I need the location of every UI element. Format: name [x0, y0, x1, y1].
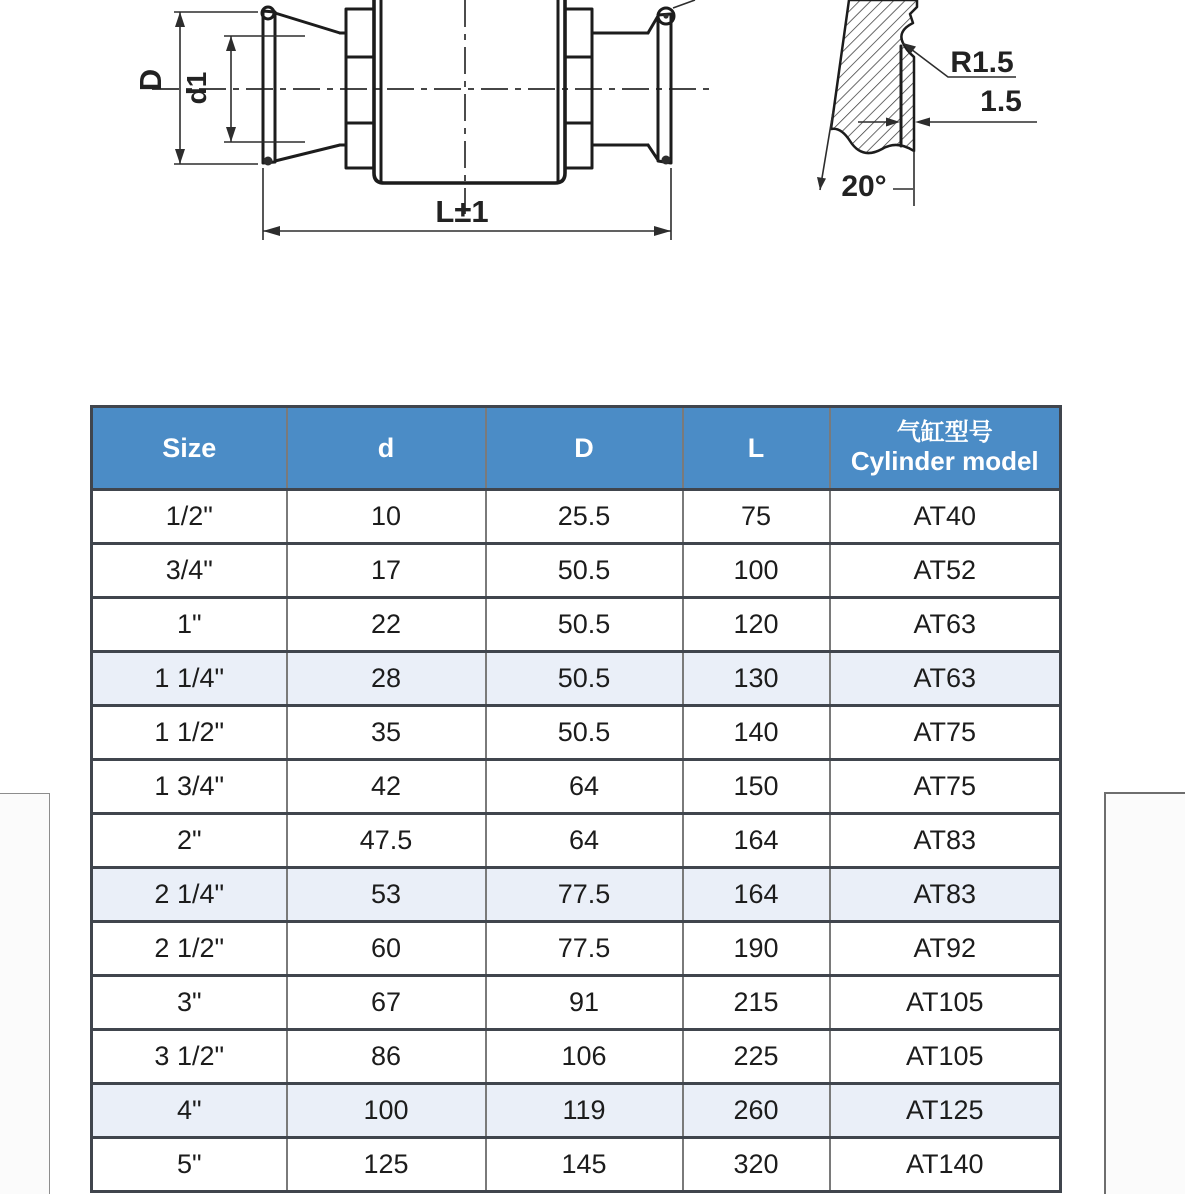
- right-face-bead-bottom: [662, 156, 671, 165]
- page-edge-panel-left: [0, 793, 50, 1194]
- cell-D: 64: [486, 814, 683, 868]
- table-row: [92, 1138, 1061, 1192]
- detail-view: [817, 0, 1037, 206]
- cell-L: 120: [683, 598, 830, 652]
- cell-L: 260: [683, 1084, 830, 1138]
- cell-model: AT75: [830, 706, 1061, 760]
- cell-d: 125: [287, 1138, 486, 1192]
- cell-D: 50.5: [486, 706, 683, 760]
- cell-L: 150: [683, 760, 830, 814]
- left-face-bead-bottom: [264, 157, 273, 166]
- cell-L: 215: [683, 976, 830, 1030]
- cell-D: 77.5: [486, 922, 683, 976]
- cell-D: 50.5: [486, 544, 683, 598]
- cell-D: 77.5: [486, 868, 683, 922]
- cell-model: AT75: [830, 760, 1061, 814]
- fitting-technical-drawing: [0, 0, 1185, 262]
- spec-table-header: [92, 407, 1061, 490]
- cell-d: 53: [287, 868, 486, 922]
- col-header-size: Size: [92, 407, 287, 490]
- cell-d: 100: [287, 1084, 486, 1138]
- cell-size: 1 1/4": [92, 652, 287, 706]
- cell-L: 75: [683, 490, 830, 544]
- cell-size: 1 3/4": [92, 760, 287, 814]
- dimension-R1-5: [903, 43, 1016, 79]
- col-header-model-en: Cylinder model: [850, 445, 1039, 476]
- body-outline: [374, 0, 565, 183]
- cell-d: 47.5: [287, 814, 486, 868]
- cell-D: 25.5: [486, 490, 683, 544]
- col-header-model-zh: 气缸型号: [896, 419, 993, 447]
- left-nut-facets: [346, 57, 374, 123]
- cell-L: 320: [683, 1138, 830, 1192]
- table-row: [92, 760, 1061, 814]
- cell-model: AT40: [830, 490, 1061, 544]
- table-row: [92, 922, 1061, 976]
- cell-size: 3 1/2": [92, 1030, 287, 1084]
- cell-D: 50.5: [486, 652, 683, 706]
- cell-size: 2 1/2": [92, 922, 287, 976]
- cell-model: AT105: [830, 1030, 1061, 1084]
- cell-model: AT92: [830, 922, 1061, 976]
- cell-D: 50.5: [486, 598, 683, 652]
- spec-table: [90, 405, 1062, 1193]
- cell-d: 28: [287, 652, 486, 706]
- cell-model: AT105: [830, 976, 1061, 1030]
- cell-size: 1 1/2": [92, 706, 287, 760]
- cell-L: 140: [683, 706, 830, 760]
- cell-model: AT63: [830, 598, 1061, 652]
- dimension-L: [263, 168, 671, 240]
- cell-d: 60: [287, 922, 486, 976]
- table-row: [92, 1030, 1061, 1084]
- cell-size: 1": [92, 598, 287, 652]
- cell-L: 190: [683, 922, 830, 976]
- cell-d: 35: [287, 706, 486, 760]
- table-row: [92, 976, 1061, 1030]
- cell-L: 130: [683, 652, 830, 706]
- cell-size: 4": [92, 1084, 287, 1138]
- cell-model: AT83: [830, 814, 1061, 868]
- cell-model: AT140: [830, 1138, 1061, 1192]
- cell-L: 164: [683, 868, 830, 922]
- cell-model: AT83: [830, 868, 1061, 922]
- label-1-5: 1.5: [980, 85, 1022, 118]
- col-header-L: L: [683, 407, 830, 490]
- cell-size: 2": [92, 814, 287, 868]
- spec-table-body: [92, 490, 1061, 1192]
- table-row: [92, 868, 1061, 922]
- bead-leader-line: [673, 0, 695, 8]
- table-row: [92, 1084, 1061, 1138]
- col-header-d: d: [287, 407, 486, 490]
- cell-D: 91: [486, 976, 683, 1030]
- cell-d: 17: [287, 544, 486, 598]
- cell-L: 225: [683, 1030, 830, 1084]
- table-row: [92, 706, 1061, 760]
- table-row: [92, 814, 1061, 868]
- header-row: [92, 407, 1061, 490]
- cell-size: 1/2": [92, 490, 287, 544]
- cell-D: 106: [486, 1030, 683, 1084]
- cell-D: 145: [486, 1138, 683, 1192]
- detail-section: [831, 0, 917, 153]
- cell-model: AT63: [830, 652, 1061, 706]
- cell-L: 100: [683, 544, 830, 598]
- page-edge-panel-right: [1104, 792, 1185, 1194]
- label-R1-5: R1.5: [950, 46, 1014, 79]
- cell-D: 119: [486, 1084, 683, 1138]
- label-D: D: [133, 68, 168, 92]
- label-d1: d1: [181, 71, 212, 105]
- cell-size: 3": [92, 976, 287, 1030]
- cell-d: 67: [287, 976, 486, 1030]
- left-ferrule-face: [263, 11, 275, 163]
- col-header-model: [830, 407, 1061, 490]
- cell-d: 86: [287, 1030, 486, 1084]
- cell-D: 64: [486, 760, 683, 814]
- dimension-d1: [181, 36, 305, 142]
- cell-model: AT125: [830, 1084, 1061, 1138]
- cell-model: AT52: [830, 544, 1061, 598]
- cell-L: 164: [683, 814, 830, 868]
- main-view: [133, 0, 712, 240]
- table-row: [92, 544, 1061, 598]
- label-L: L±1: [435, 194, 489, 229]
- table-row: [92, 652, 1061, 706]
- col-header-D: D: [486, 407, 683, 490]
- cell-d: 10: [287, 490, 486, 544]
- cell-size: 2 1/4": [92, 868, 287, 922]
- table-row: [92, 490, 1061, 544]
- cell-size: 5": [92, 1138, 287, 1192]
- label-20deg: 20°: [841, 170, 887, 203]
- cell-size: 3/4": [92, 544, 287, 598]
- table-row: [92, 598, 1061, 652]
- right-face-bead-dot: [663, 13, 668, 18]
- right-nut-facets: [565, 57, 592, 123]
- cell-d: 42: [287, 760, 486, 814]
- cell-d: 22: [287, 598, 486, 652]
